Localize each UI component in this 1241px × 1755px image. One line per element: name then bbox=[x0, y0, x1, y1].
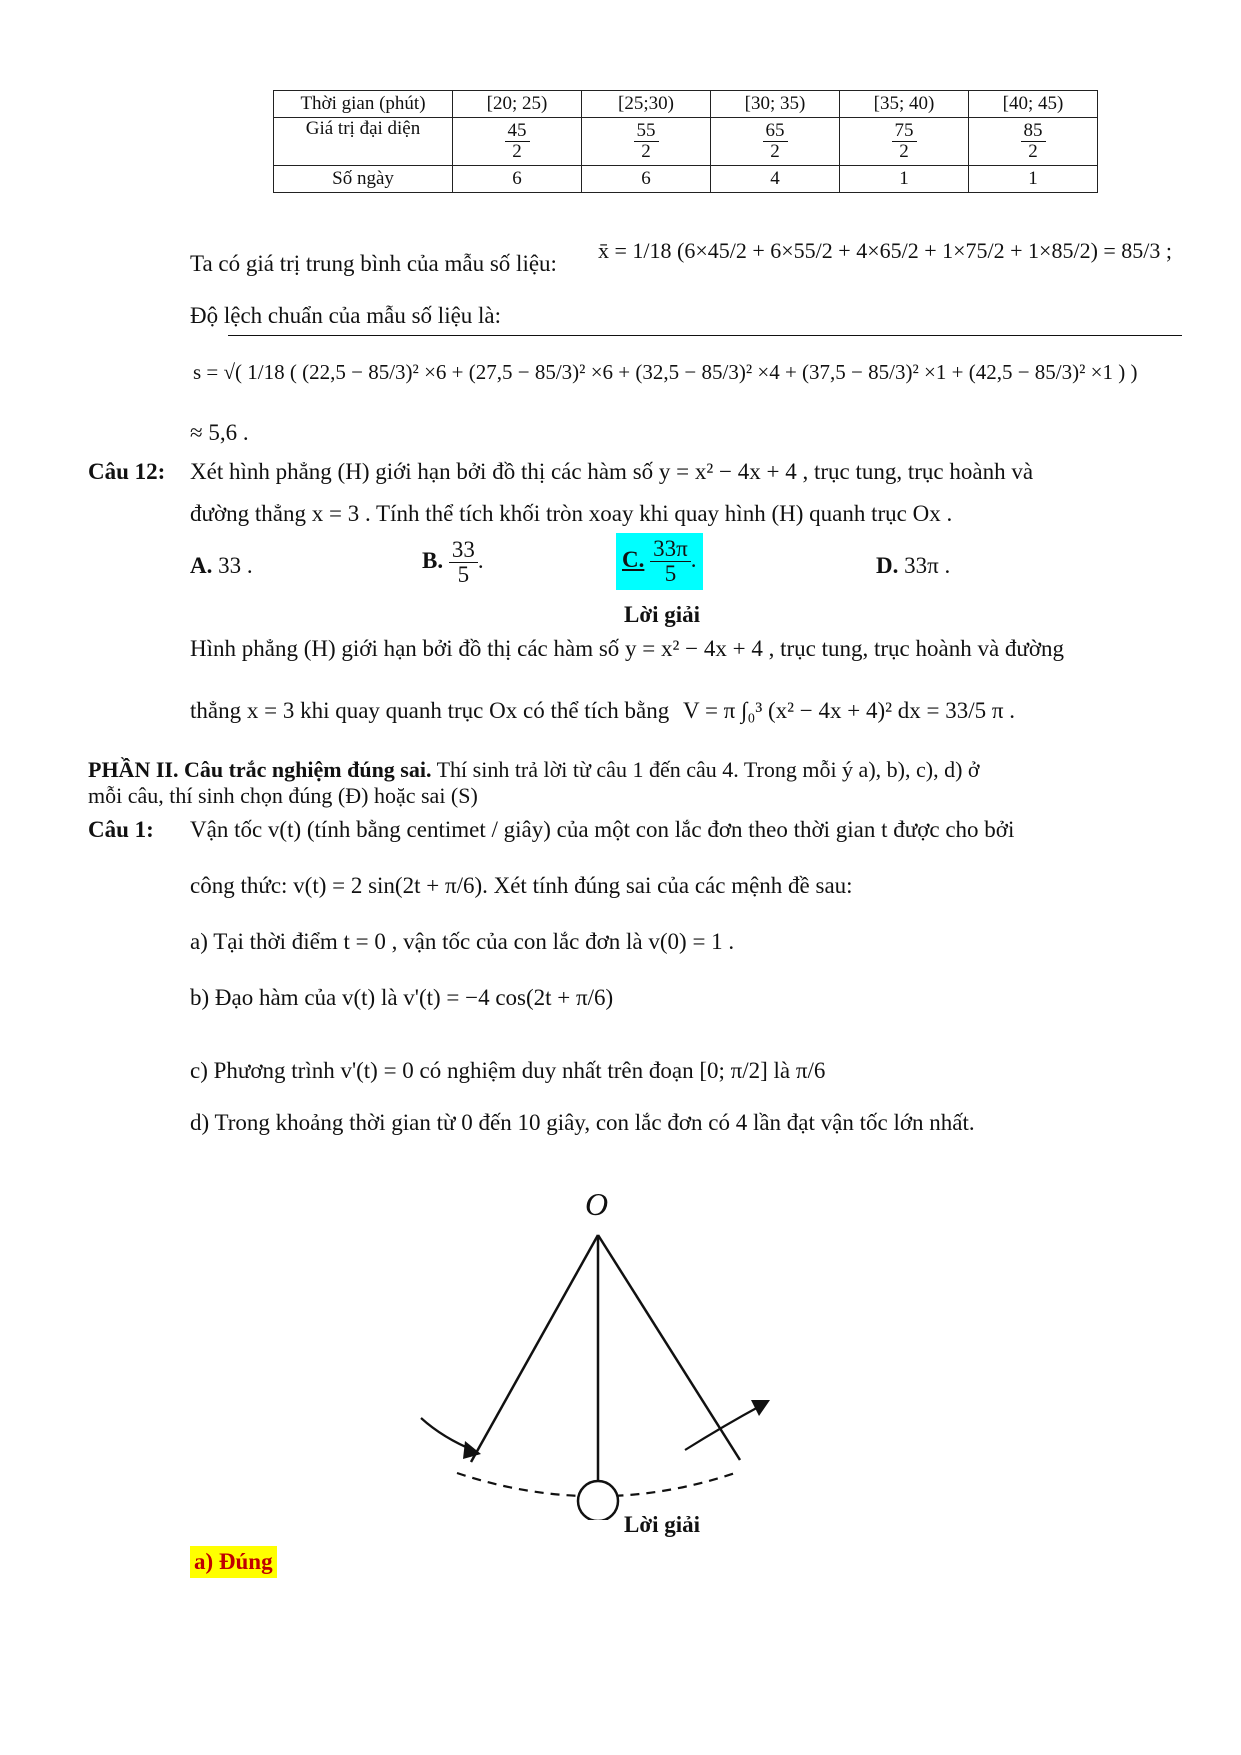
option-a-label: A. bbox=[190, 553, 213, 578]
figure-background bbox=[385, 1180, 805, 1520]
mean-formula-text: x̄ = 1/18 (6×45/2 + 6×55/2 + 4×65/2 + 1×75/2 + 1×85/2) = 85/3 ; bbox=[598, 238, 1173, 263]
part2-instruction-line1 bbox=[88, 756, 980, 784]
interval-cell: [30; 35) bbox=[711, 91, 840, 118]
mean-formula bbox=[598, 238, 1172, 264]
q12-solution-line1: Hình phẳng (H) giới hạn bởi đồ thị các hàm số y = x² − 4x + 4 , trục tung, trục hoành và đường bbox=[190, 636, 1065, 661]
q12-solution-text: thẳng x = 3 khi quay quanh trục Ox có thể tích bằng bbox=[190, 698, 670, 723]
table-header-days: Số ngày bbox=[274, 166, 453, 193]
statement-a: a) Tại thời điểm t = 0 , vận tốc của con lắc đơn là v(0) = 1 . bbox=[190, 929, 735, 954]
std-intro: Độ lệch chuẩn của mẫu số liệu là: bbox=[190, 303, 502, 328]
interval-cell: [35; 40) bbox=[840, 91, 969, 118]
interval-cell: [20; 25) bbox=[453, 91, 582, 118]
pivot-label: O bbox=[585, 1186, 609, 1222]
statement-c: c) Phương trình v'(t) = 0 có nghiệm duy nhất trên đoạn [0; π/2] là π/6 bbox=[190, 1058, 826, 1083]
std-result: ≈ 5,6 . bbox=[190, 420, 249, 445]
sqrt-vinculum bbox=[228, 335, 1182, 336]
q12-text-line2: đường thẳng x = 3 . Tính thể tích khối tròn xoay khi quay hình (H) quanh trục Ox . bbox=[190, 501, 953, 526]
part2-instruction-line2: mỗi câu, thí sinh chọn đúng (Đ) hoặc sai (S) bbox=[88, 783, 478, 808]
value-cell: $\frac{65}{2}$ bbox=[711, 118, 840, 166]
q12-solution-line2 bbox=[190, 697, 1015, 725]
days-cell: 6 bbox=[453, 166, 582, 193]
option-c-correct: C. $\frac{33\pi}{5}$ . bbox=[616, 533, 703, 590]
q1-text-line1: Vận tốc v(t) (tính bằng centimet / giây) của một con lắc đơn theo thời gian t được cho bởi bbox=[190, 817, 1015, 842]
value-cell: $\frac{55}{2}$ bbox=[582, 118, 711, 166]
table-row bbox=[274, 166, 1098, 193]
option-b-label: B. bbox=[422, 547, 444, 573]
interval-cell: [40; 45) bbox=[969, 91, 1098, 118]
statement-d: d) Trong khoảng thời gian từ 0 đến 10 giây, con lắc đơn có 4 lần đạt vận tốc lớn nhất. bbox=[190, 1110, 975, 1135]
table-header-time: Thời gian (phút) bbox=[274, 91, 453, 118]
answer-a: a) Đúng bbox=[190, 1546, 277, 1578]
days-cell: 4 bbox=[711, 166, 840, 193]
statement-b: b) Đạo hàm của v(t) là v'(t) = −4 cos(2t + π/6) bbox=[190, 985, 614, 1010]
value-cell: $\frac{45}{2}$ bbox=[453, 118, 582, 166]
interval-cell: [25;30) bbox=[582, 91, 711, 118]
option-b: B. $\frac{33}{5}$ . bbox=[422, 537, 484, 588]
table-row bbox=[274, 91, 1098, 118]
value-cell: $\frac{85}{2}$ bbox=[969, 118, 1098, 166]
option-d-value: 33π . bbox=[904, 553, 951, 578]
q12-volume-formula: V = π ∫₀³ (x² − 4x + 4)² dx = 33/5 π . bbox=[683, 698, 1016, 723]
value-cell: $\frac{75}{2}$ bbox=[840, 118, 969, 166]
option-c-label: C. bbox=[622, 546, 645, 572]
mean-intro: Ta có giá trị trung bình của mẫu số liệu: bbox=[190, 251, 557, 276]
q12-label: Câu 12: bbox=[88, 459, 166, 484]
part2-heading: PHẦN II. Câu trắc nghiệm đúng sai. bbox=[88, 757, 432, 782]
pendulum-figure bbox=[385, 1180, 805, 1520]
table-header-value: Giá trị đại diện bbox=[274, 118, 453, 166]
q12-text-line1: Xét hình phẳng (H) giới hạn bởi đồ thị các hàm số y = x² − 4x + 4 , trục tung, trục hoành và bbox=[190, 459, 1034, 484]
q12-solution-title: Lời giải bbox=[624, 602, 700, 627]
frequency-table bbox=[273, 90, 1098, 193]
option-d bbox=[876, 553, 950, 579]
option-d-label: D. bbox=[876, 553, 899, 578]
option-a bbox=[190, 553, 253, 579]
days-cell: 6 bbox=[582, 166, 711, 193]
q1-label: Câu 1: bbox=[88, 817, 154, 842]
q1-text-line2: công thức: v(t) = 2 sin(2t + π/6). Xét tính đúng sai của các mệnh đề sau: bbox=[190, 873, 853, 898]
std-formula: s = √( 1/18 ( (22,5 − 85/3)² ×6 + (27,5 − 85/3)² ×6 + (32,5 − 85/3)² ×4 + (37,5 − 85/3)² ×1 + (42,5 − 85/3)² ×1 ) ) bbox=[193, 360, 1138, 384]
part2-instruction-text: Thí sinh trả lời từ câu 1 đến câu 4. Trong mỗi ý a), b), c), d) ở bbox=[436, 757, 980, 782]
bob bbox=[578, 1481, 618, 1520]
days-cell: 1 bbox=[840, 166, 969, 193]
days-cell: 1 bbox=[969, 166, 1098, 193]
option-a-value: 33 . bbox=[218, 553, 253, 578]
table-row bbox=[274, 118, 1098, 166]
q1-solution-title: Lời giải bbox=[624, 1512, 700, 1537]
